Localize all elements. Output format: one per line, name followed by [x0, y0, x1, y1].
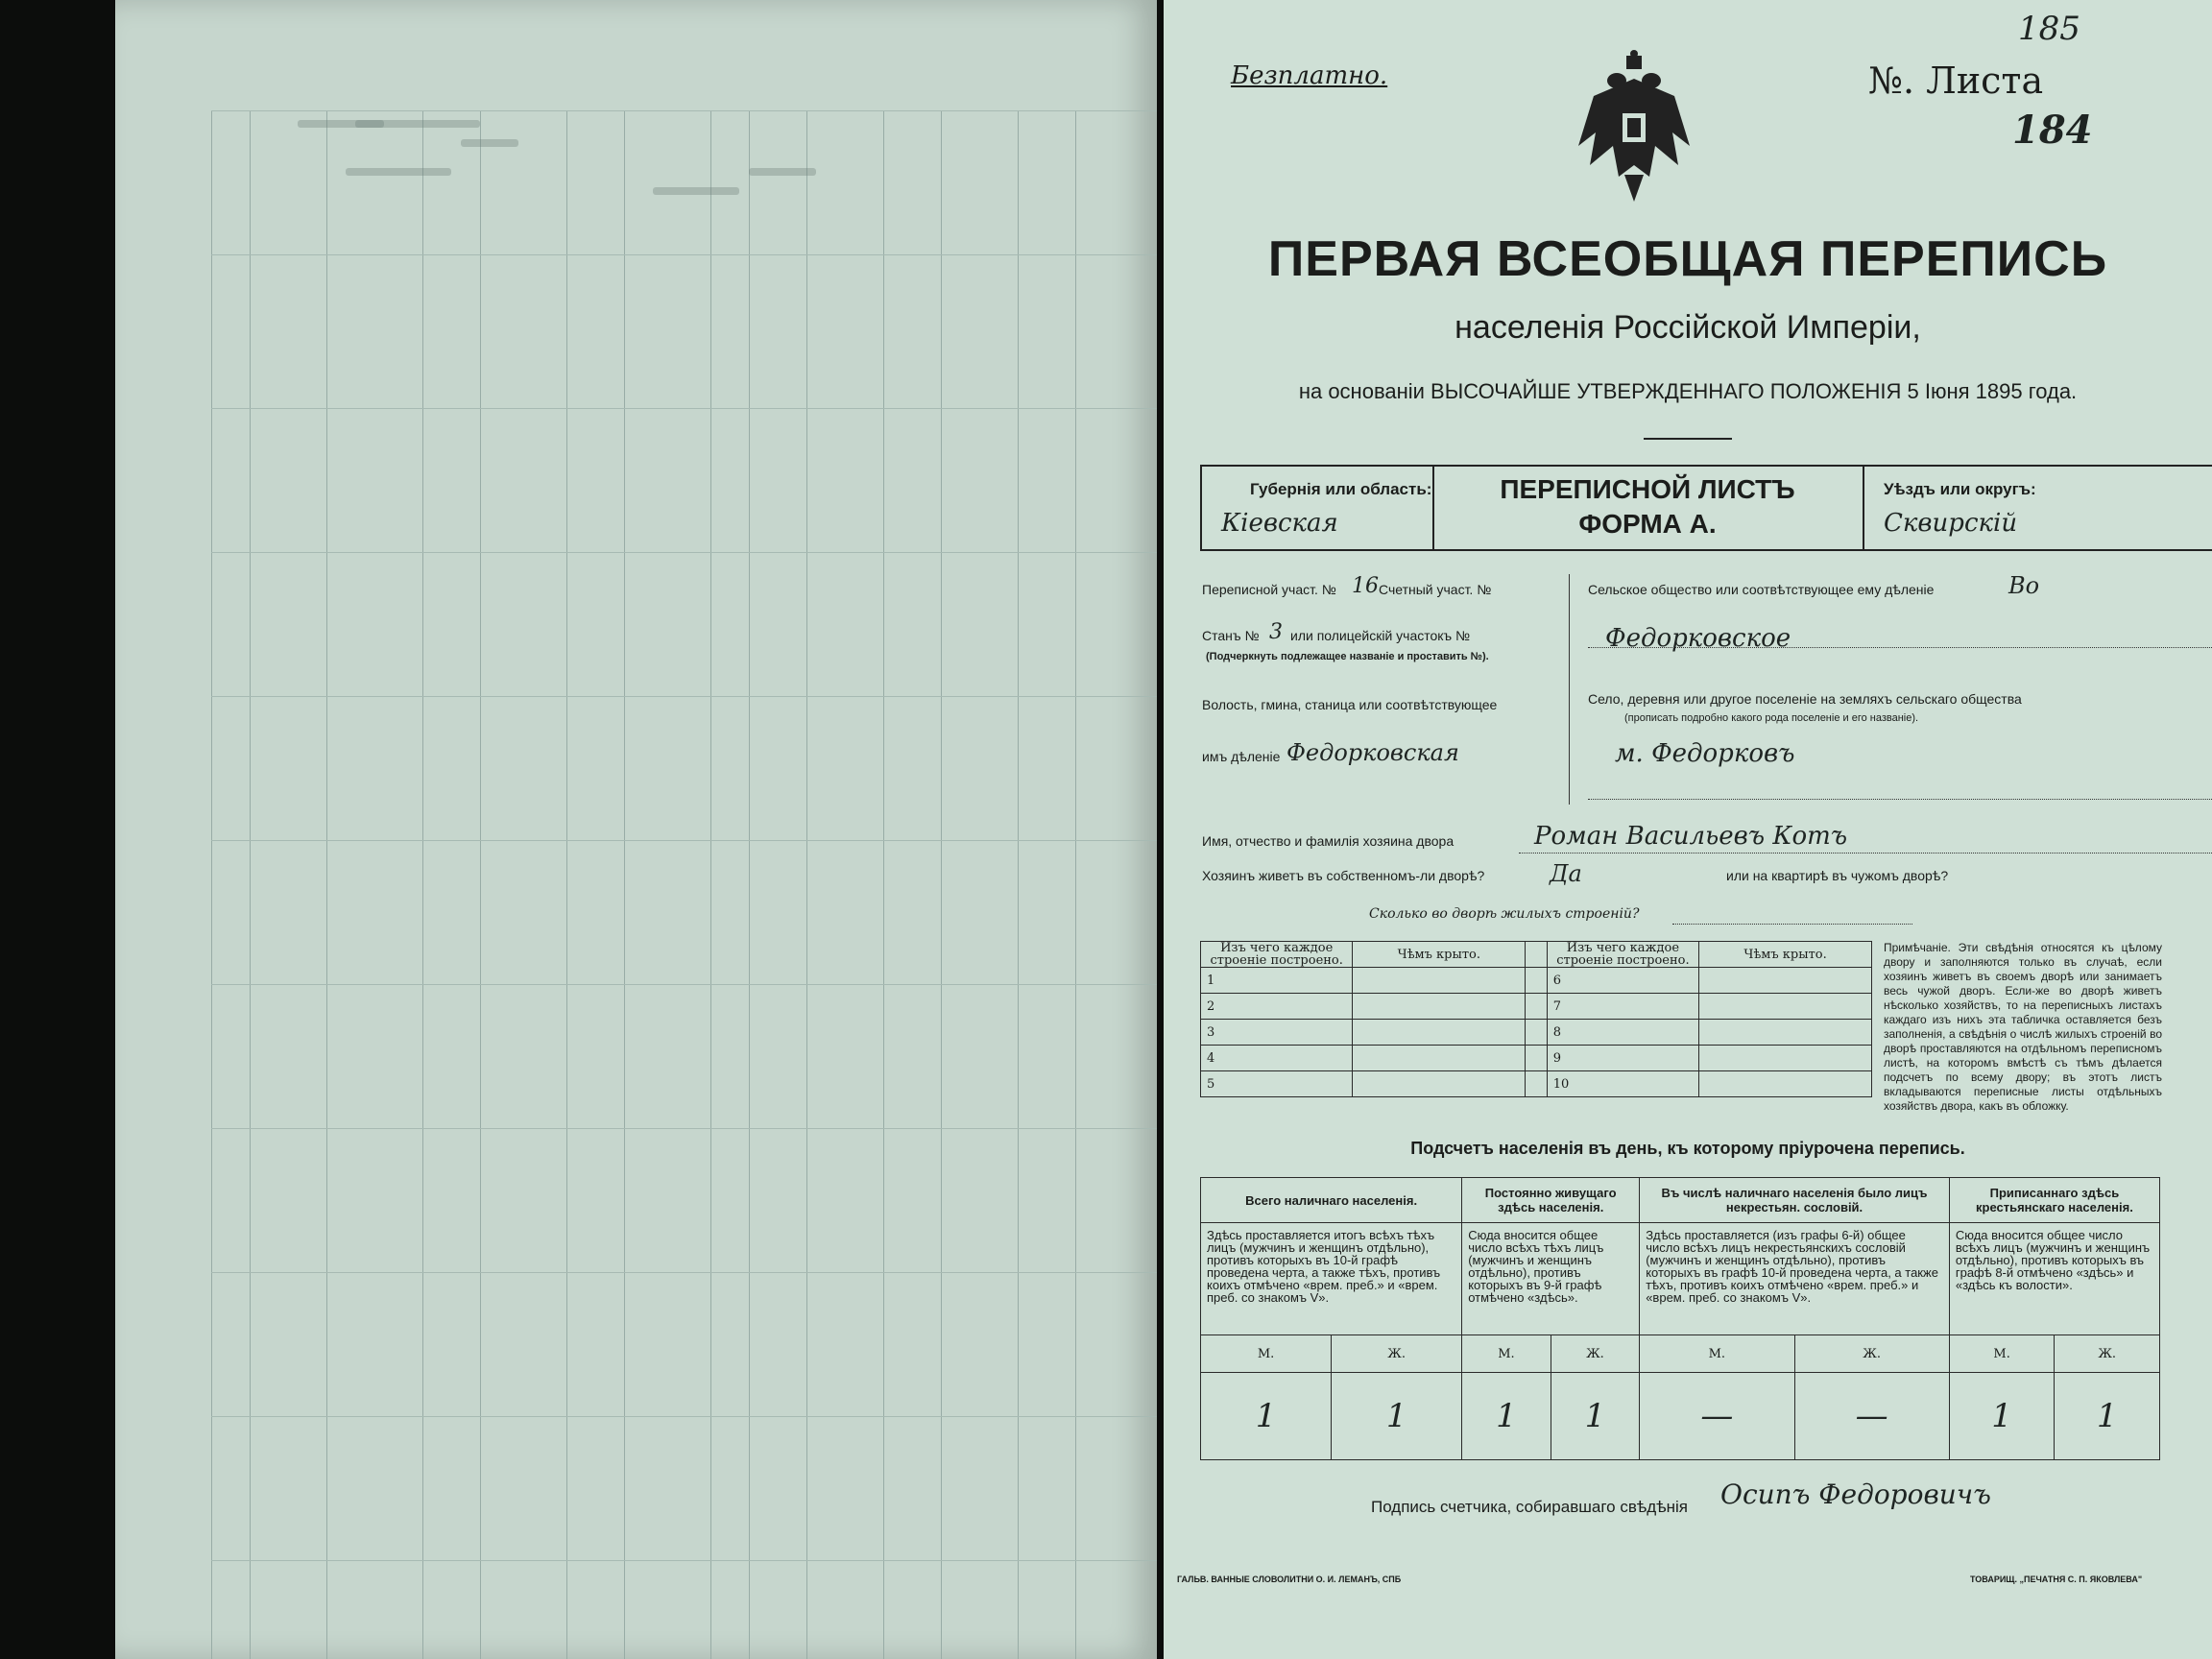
form-title: ПЕРЕПИСНОЙ ЛИСТЪ: [1500, 474, 1795, 504]
district-label: Уѣздъ или округъ:: [1884, 480, 2036, 498]
grid-line: [710, 110, 711, 1659]
grid-line: [806, 110, 807, 1659]
grid-line: [326, 110, 327, 1659]
summary-desc-row: Здѣсь проставляется итогъ всѣхъ тѣхъ лицъ (мужчинъ и женщинъ отдѣльно), противъ которыхъ въ 10-й графѣ проведена черта, а также тѣхъ, противъ коихъ отмѣчено «врем. преб.» и «врем. преб. со знакомъ V». Сюда вносится общее число всѣхъ тѣхъ лицъ (мужчинъ и женщинъ отдѣльно), противъ которыхъ въ 9-й графѣ отмѣчено «здѣсь». Здѣсь проставляется (изъ графы 6-й) общее число всѣхъ лицъ некрестьянскихъ сословій (мужчинъ и женщинъ отдѣльно), противъ которыхъ въ графѣ 10-й проведена черта, а также тѣхъ, противъ коихъ отмѣчено «врем. преб.» и «врем. преб. со знакомъ V». Сюда вносится общее число всѣхъ лицъ (мужчинъ и женщинъ отдѣльно), противъ которыхъ въ графѣ 8-й отмѣчено «здѣсь» и «здѣсь къ волости».: [1201, 1223, 2160, 1335]
stan-value: 3: [1269, 620, 1283, 644]
grid-line: [566, 110, 567, 1659]
summary-head-row: Всего наличнаго населенія. Постоянно живущаго здѣсь населенія. Въ числѣ наличнаго населенія было лицъ некрестьян. сословій. Приписаннаго здѣсь крестьянскаго населенія.: [1201, 1178, 2160, 1223]
grid-line: [480, 110, 481, 1659]
bleed-through-text: [653, 187, 739, 195]
volost-label-2: имъ дѣленіе: [1202, 749, 1281, 764]
grid-line: [883, 110, 884, 1659]
legal-basis: на основаніи ВЫСОЧАЙШЕ УТВЕРЖДЕННАГО ПОЛОЖЕНІЯ 5 Іюня 1895 года.: [1298, 379, 2078, 403]
ornament-divider: [1644, 438, 1732, 440]
left-page: [115, 0, 1157, 1659]
form-subtitle: ФОРМА А.: [1578, 509, 1717, 539]
census-district-label: Переписной участ. №: [1202, 582, 1336, 597]
village-value: м. Федорковъ: [1615, 739, 1795, 768]
table-row: 1 6: [1201, 968, 1872, 994]
grid-line: [211, 552, 1157, 553]
sheet-number-value: 184: [2012, 108, 2093, 153]
folio-number: 185: [2018, 10, 2080, 48]
buildings-label: Сколько во дворѣ жилыхъ строеній?: [1369, 906, 1640, 922]
census-title: ПЕРВАЯ ВСЕОБЩАЯ ПЕРЕПИСЬ: [1267, 231, 2108, 287]
volost-label: Волость, гмина, станица или соотвѣтствующее: [1202, 697, 1498, 712]
grid-line: [1075, 110, 1076, 1659]
census-district-value: 16: [1352, 574, 1379, 598]
summary-values-row: 1 1 1 1 — — 1 1: [1201, 1373, 2160, 1460]
grid-line: [211, 1416, 1157, 1417]
underline-note: (Подчеркнуть подлежащее названіе и проставить №).: [1206, 651, 1489, 662]
rural-society-value-2: Федорковское: [1605, 624, 1791, 653]
rural-society-label: Сельское общество или соотвѣтствующее ему дѣленіе: [1588, 582, 1935, 597]
own-house-label: Хозяинъ живетъ въ собственномъ-ли дворѣ?: [1202, 868, 1485, 883]
sheet-number-label: №. Листа: [1868, 60, 2044, 102]
printer-right: ТОВАРИЩ. „ПЕЧАТНЯ С. П. ЯКОВЛЕВА": [1970, 1575, 2143, 1584]
counting-district-label: Счетный участ. №: [1379, 582, 1492, 597]
owner-value: Роман Васильевъ Котъ: [1534, 822, 1848, 851]
signature-value: Осипъ Федоровичъ: [1720, 1479, 1991, 1510]
table-header-row: [1201, 942, 1872, 968]
grid-line: [211, 408, 1157, 409]
grid-line: [211, 254, 1157, 255]
bleed-through-text: [355, 120, 480, 128]
rent-label: или на квартирѣ въ чужомъ дворѣ?: [1726, 868, 1949, 883]
grid-line: [1018, 110, 1019, 1659]
volost-value: Федорковская: [1286, 739, 1459, 766]
grid-line: [211, 696, 1157, 697]
census-form-page: [1164, 0, 2212, 1659]
material-header: Изъ чего каждое строеніе построено.: [1201, 942, 1353, 968]
roof-header: Чѣмъ крыто.: [1699, 942, 1872, 968]
double-headed-eagle-icon: [1575, 50, 1694, 204]
police-label: или полицейскій участокъ №: [1290, 628, 1471, 643]
grid-line: [211, 110, 212, 1659]
province-value: Кіевская: [1221, 509, 1338, 538]
census-subtitle: населенія Россійской Имперіи,: [1455, 309, 1921, 346]
village-note: (прописать подробно какого рода поселеніе и его названіе).: [1624, 712, 1919, 724]
district-value: Сквирскій: [1884, 509, 2018, 538]
population-summary-table: [1200, 1177, 2160, 1460]
grid-line: [211, 840, 1157, 841]
grid-line: [749, 110, 750, 1659]
grid-line: [250, 110, 251, 1659]
summary-title: Подсчетъ населенія въ день, къ которому пріурочена перепись.: [1410, 1139, 1965, 1158]
grid-line: [211, 1128, 1157, 1129]
owner-label: Имя, отчество и фамилія хозяина двора: [1202, 833, 1455, 849]
table-row: 5 10: [1201, 1071, 1872, 1097]
signature-label: Подпись счетчика, собиравшаго свѣдѣнія: [1371, 1498, 1688, 1516]
printer-left: ГАЛЬВ. ВАННЫЕ СЛОВОЛИТНИ О. И. ЛЕМАНЪ, СПБ: [1177, 1575, 1402, 1584]
grid-line: [941, 110, 942, 1659]
grid-line: [211, 984, 1157, 985]
buildings-table: [1200, 941, 1872, 1097]
rural-society-value-1: Во: [2008, 572, 2040, 599]
note-text: Примѣчаніе. Эти свѣдѣнія относятся къ цѣлому двору и заполняются только въ случаѣ, если хозяинъ живетъ въ своемъ дворѣ или занимаетъ весь чужой дворъ. Если-же во дворѣ живетъ нѣсколько хозяйствъ, то на переписныхъ листахъ каждаго изъ нихъ эта табличка оставляется безъ заполненія, а свѣдѣнія о числѣ жилыхъ строеній во дворѣ проставляются на отдѣльномъ переписномъ листѣ, на которомъ вмѣстѣ съ тѣмъ дѣлается подсчетъ по всему двору; въ этотъ листъ вкладываются переписные листы отдѣльныхъ хозяйствъ двора, какъ въ обложку.: [1884, 941, 2162, 1113]
grid-line: [211, 1560, 1157, 1561]
grid-line: [624, 110, 625, 1659]
table-row: 3 8: [1201, 1020, 1872, 1046]
bleed-through-text: [749, 168, 816, 176]
grid-line: [422, 110, 423, 1659]
faded-grid: [211, 110, 1157, 1659]
grid-line: [211, 110, 1157, 111]
stan-label: Станъ №: [1202, 628, 1260, 643]
own-house-value: Да: [1550, 860, 1582, 887]
province-label: Губернія или область:: [1250, 480, 1432, 498]
bleed-through-text: [461, 139, 518, 147]
roof-header: Чѣмъ крыто.: [1353, 942, 1526, 968]
table-row: 4 9: [1201, 1046, 1872, 1071]
free-label: Безплатно.: [1231, 61, 1388, 90]
table-row: 2 7: [1201, 994, 1872, 1020]
grid-line: [211, 1272, 1157, 1273]
bleed-through-text: [346, 168, 451, 176]
sex-header-row: М. Ж. М. Ж. М. Ж. М. Ж.: [1201, 1335, 2160, 1373]
material-header: Изъ чего каждое строеніе построено.: [1547, 942, 1698, 968]
village-label: Село, деревня или другое поселеніе на земляхъ сельскаго общества: [1588, 691, 2022, 707]
